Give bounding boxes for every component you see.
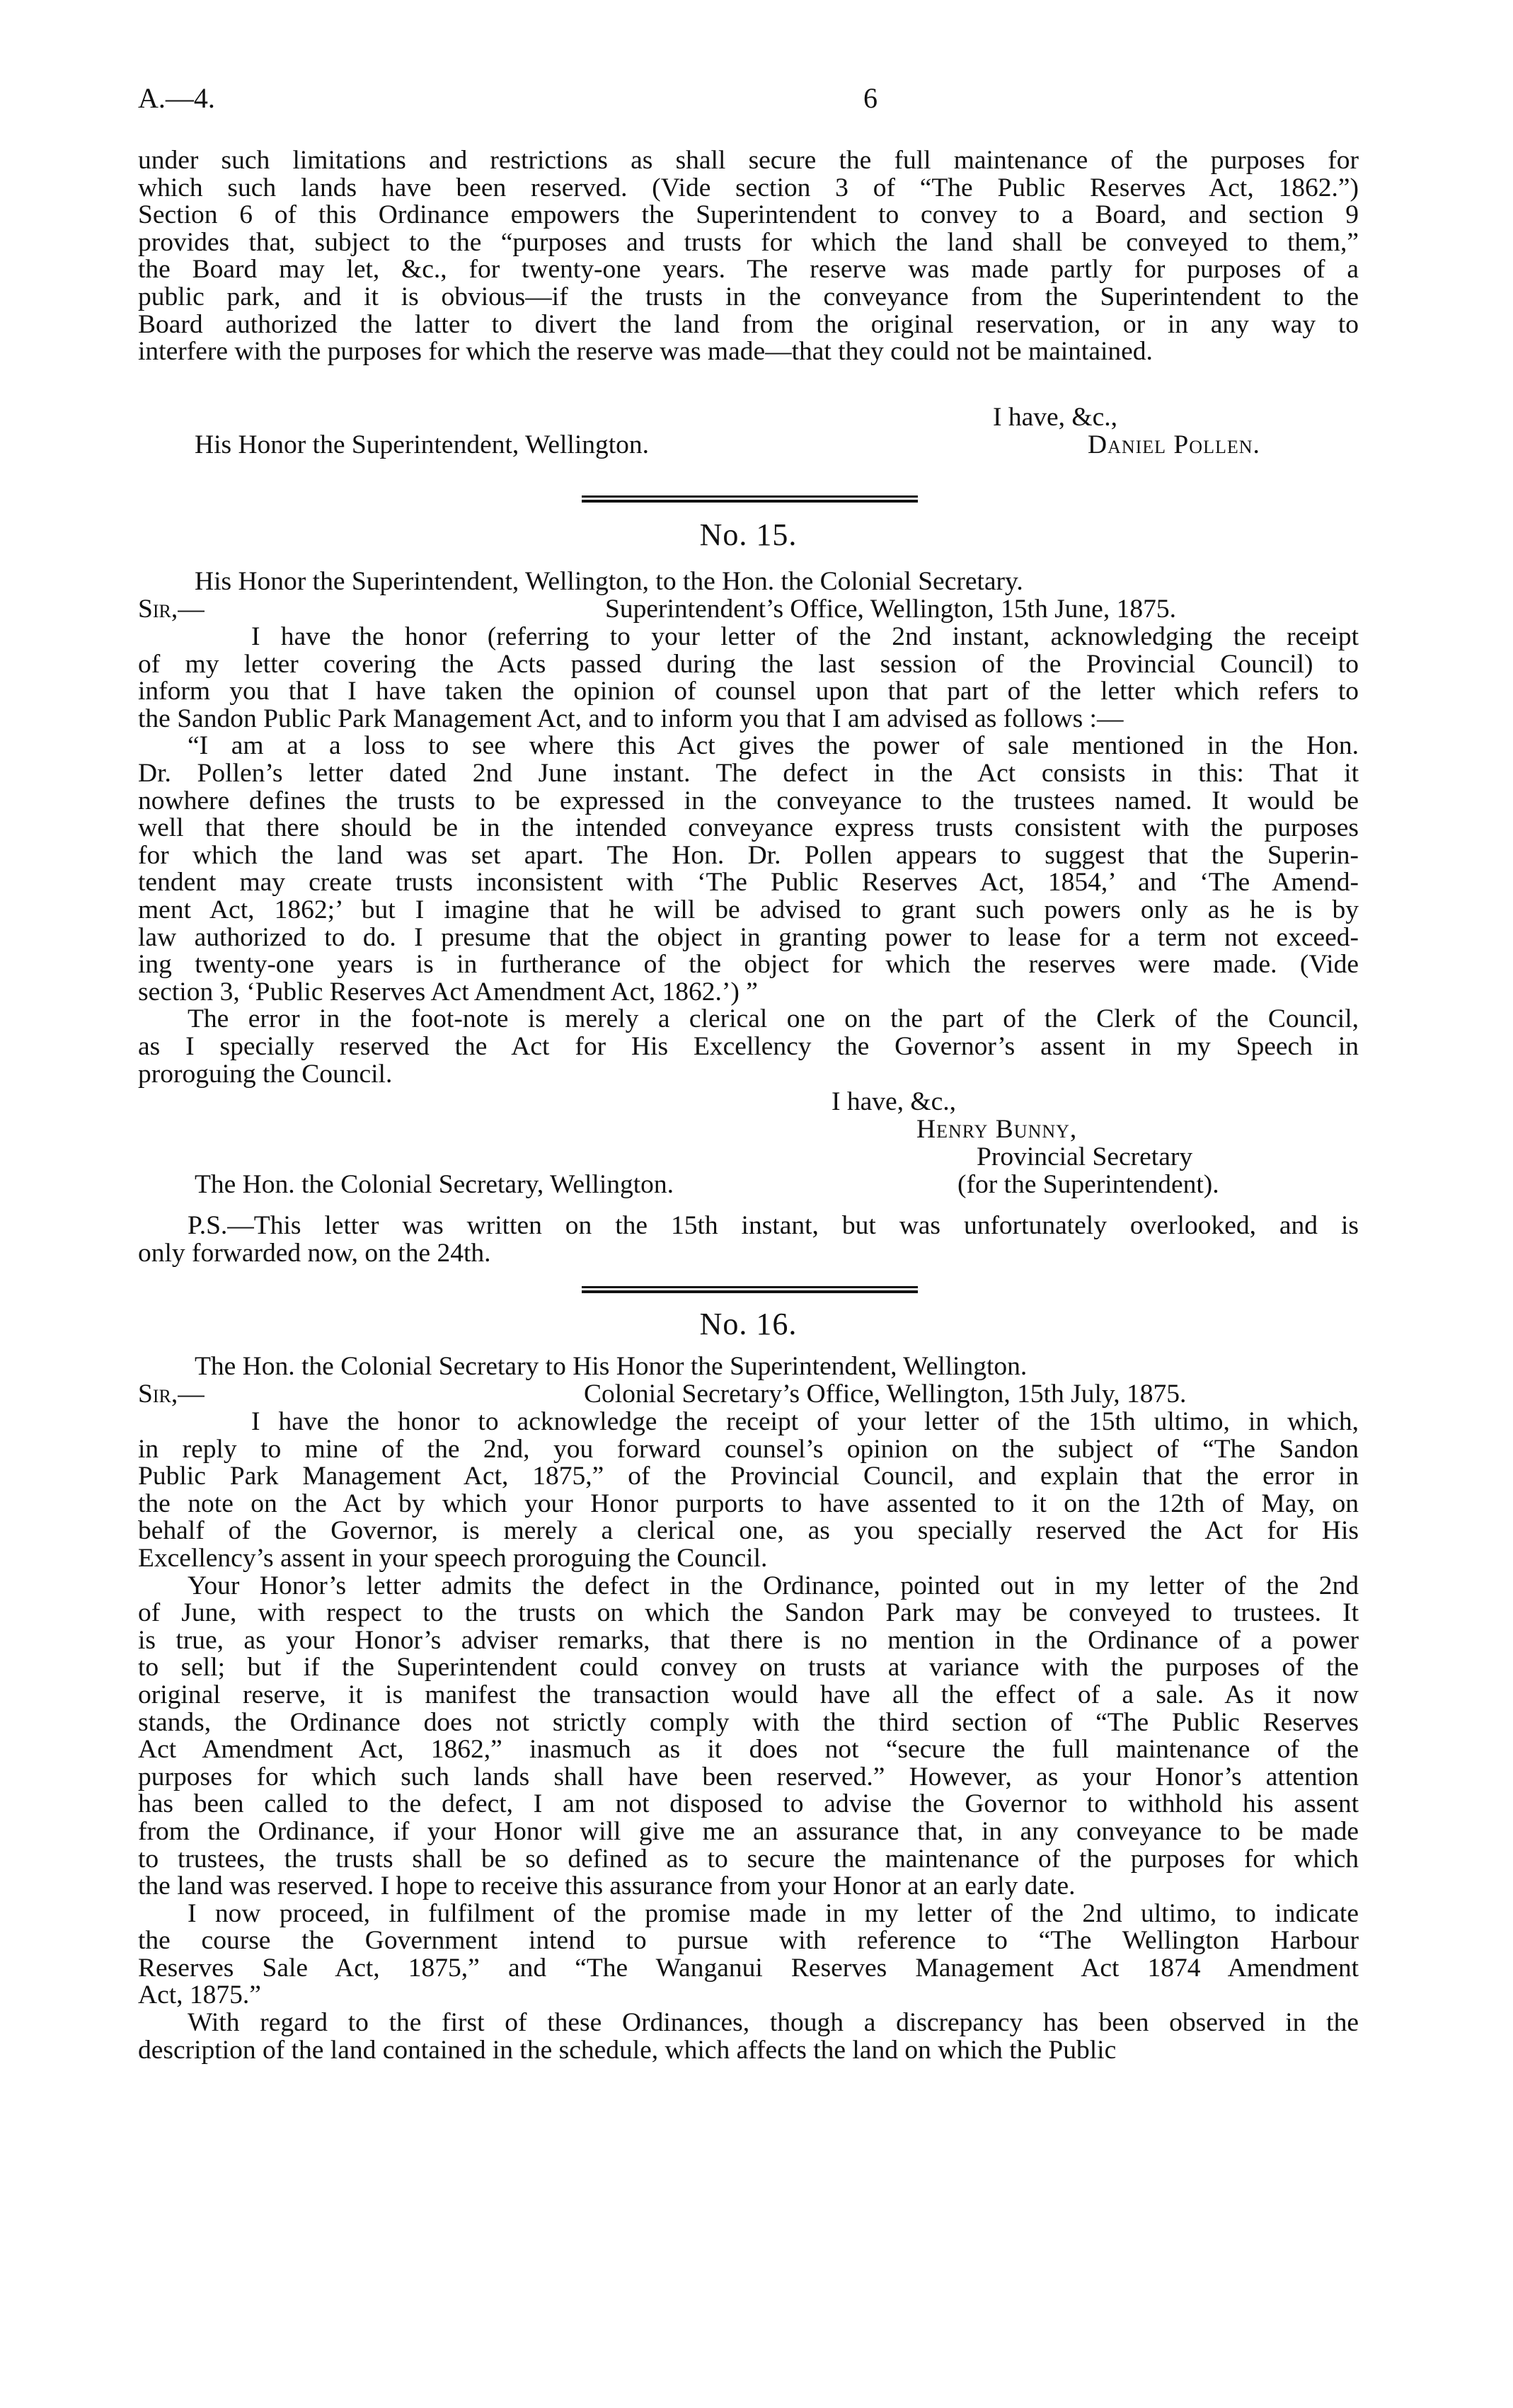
text-line: “I am at a loss to see where this Act gives the power of sale mentioned in the Hon.	[188, 733, 1359, 760]
text-line: nowhere defines the trusts to be expressed in the conveyance to the trustees named. It would be	[138, 787, 1359, 815]
section-divider	[582, 1286, 918, 1293]
text-line: Dr. Pollen’s letter dated 2nd June instant. The defect in the Act consists in this: That it	[138, 759, 1359, 788]
paragraph	[138, 2009, 1359, 2064]
text-line: has been called to the defect, I am not disposed to advise the Governor to withhold his assent	[138, 1791, 1359, 1818]
text-line: under such limitations and restrictions as shall secure the full maintenance of the purposes for	[138, 147, 1359, 175]
text-line: original reserve, it is manifest the transaction would have all the effect of a sale. As it now	[138, 1681, 1359, 1709]
signatory-title-2: (for the Superintendent).	[957, 1170, 1219, 1199]
text-line: Excellency’s assent in your speech proroguing the Council.	[138, 1544, 768, 1573]
text-line: Section 6 of this Ordinance empowers the Superintendent to convey to a Board, and section 9	[138, 202, 1359, 229]
text-line: I have the honor to acknowledge the receipt of your letter of the 15th ultimo, in which,	[251, 1409, 1359, 1436]
text-line: the note on the Act by which your Honor purports to have assented to it on the 12th of May, on	[138, 1490, 1359, 1518]
text-line: stands, the Ordinance does not strictly comply with the third section of “The Public Reserves	[138, 1709, 1359, 1737]
section-divider	[582, 495, 918, 503]
text-line: Reserves Sale Act, 1875,” and “The Wanganui Reserves Management Act 1874 Amendment	[138, 1954, 1359, 1983]
text-line: Public Park Management Act, 1875,” of the Provincial Council, and explain that the error in	[138, 1463, 1359, 1491]
text-line: provides that, subject to the “purposes and trusts for which the land shall be conveyed to them,”	[138, 229, 1359, 257]
text-line: Act, 1875.”	[138, 1982, 261, 2010]
text-line: to trustees, the trusts shall be so defined as to secure the maintenance of the purposes for which	[138, 1845, 1359, 1874]
text-line: ing twenty-one years is in furtherance of the object for which the reserves were made. (Vide	[138, 951, 1359, 979]
letter-heading: No. 16.	[699, 1307, 798, 1341]
page-number: 6	[863, 82, 878, 114]
paragraph	[138, 1409, 1359, 1573]
text-line: behalf of the Governor, is merely a clerical one, as you specially reserved the Act for His	[138, 1518, 1359, 1545]
signature: Henry Bunny,	[916, 1115, 1078, 1144]
text-line: public park, and it is obvious—if the trusts in the conveyance from the Superintendent to the	[138, 283, 1359, 311]
addressee: His Honor the Superintendent, Wellington.	[195, 430, 650, 459]
quoted-opinion	[138, 733, 1359, 1006]
postscript-text	[138, 1212, 1359, 1267]
paragraph	[138, 1573, 1359, 1900]
text-line: proroguing the Council.	[138, 1060, 393, 1089]
office-date: Superintendent’s Office, Wellington, 15th June, 1875.	[605, 595, 1176, 624]
text-line: interfere with the purposes for which the reserve was made—that they could not be maintained.	[138, 338, 1153, 366]
salutation: Sir,—	[138, 595, 205, 624]
text-line: law authorized to do. I presume that the object in granting power to lease for a term not exceed-	[138, 924, 1359, 952]
salutation: Sir,—	[138, 1380, 205, 1409]
text-line: in reply to mine of the 2nd, you forward counsel’s opinion on the subject of “The Sandon	[138, 1435, 1359, 1464]
text-line: The error in the foot-note is merely a clerical one on the part of the Clerk of the Council,	[188, 1006, 1359, 1033]
paragraph	[138, 624, 1359, 733]
text-line: the course the Government intend to pursue with reference to “The Wellington Harbour	[138, 1927, 1359, 1955]
sign-off: I have, &c.,	[832, 1087, 956, 1116]
sign-off: I have, &c.,	[993, 403, 1117, 432]
text-line: only forwarded now, on the 24th.	[138, 1239, 491, 1268]
text-line: I have the honor (referring to your letter of the 2nd instant, acknowledging the receipt	[251, 624, 1359, 651]
continuation-letter	[138, 147, 1359, 366]
continuation-paragraph	[138, 147, 1359, 366]
text-line: P.S.—This letter was written on the 15th instant, but was unfortunately overlooked, and is	[188, 1212, 1359, 1240]
text-line: tendent may create trusts inconsistent with ‘The Public Reserves Act, 1854,’ and ‘The Amend-	[138, 869, 1359, 897]
text-line: section 3, ‘Public Reserves Act Amendment Act, 1862.’) ”	[138, 978, 758, 1007]
text-line: I now proceed, in fulfilment of the promise made in my letter of the 2nd ultimo, to indicate	[188, 1900, 1359, 1928]
office-date: Colonial Secretary’s Office, Wellington, 15th July, 1875.	[584, 1380, 1187, 1409]
page-header	[138, 78, 1359, 113]
postscript	[138, 1212, 1359, 1267]
text-line: ment Act, 1862;’ but I imagine that he will be advised to grant such powers only as he is by	[138, 896, 1359, 924]
text-line: is true, as your Honor’s adviser remarks, that there is no mention in the Ordinance of a power	[138, 1627, 1359, 1655]
text-line: from the Ordinance, if your Honor will give me an assurance that, in any conveyance to be made	[138, 1818, 1359, 1846]
text-line: of my letter covering the Acts passed during the last session of the Provincial Council) to	[138, 650, 1359, 679]
text-line: of June, with respect to the trusts on which the Sandon Park may be conveyed to trustees. It	[138, 1600, 1359, 1627]
paragraph	[138, 1006, 1359, 1088]
text-line: With regard to the first of these Ordinances, though a discrepancy has been observed in the	[188, 2009, 1359, 2037]
text-line: description of the land contained in the schedule, which affects the land on which the Public	[138, 2036, 1117, 2065]
text-line: purposes for which such lands shall have been reserved.” However, as your Honor’s attention	[138, 1763, 1359, 1791]
letter-body	[138, 624, 1359, 1088]
text-line: Your Honor’s letter admits the defect in the Ordinance, pointed out in my letter of the 2nd	[188, 1572, 1359, 1600]
text-line: Board authorized the latter to divert the land from the original reservation, or in any way to	[138, 311, 1359, 339]
text-line: the Sandon Public Park Management Act, and to inform you that I am advised as follows :—	[138, 705, 1124, 733]
text-line: Act Amendment Act, 1862,” inasmuch as it does not “secure the full maintenance of the	[138, 1736, 1359, 1764]
text-line: the Board may let, &c., for twenty-one years. The reserve was made partly for purposes of a	[138, 256, 1359, 284]
signature: Daniel Pollen.	[1088, 430, 1260, 459]
text-line: inform you that I have taken the opinion of counsel upon that part of the letter which refers to	[138, 678, 1359, 706]
letter-heading: No. 15.	[699, 517, 798, 552]
text-line: well that there should be in the intended conveyance express trusts consistent with the purposes	[138, 815, 1359, 842]
letter-subtitle: His Honor the Superintendent, Wellington, to the Hon. the Colonial Secretary.	[195, 567, 1023, 596]
addressee: The Hon. the Colonial Secretary, Wellington.	[195, 1170, 674, 1199]
text-line: to sell; but if the Superintendent could convey on trusts at variance with the purposes of the	[138, 1654, 1359, 1682]
text-line: as I specially reserved the Act for His Excellency the Governor’s assent in my Speech in	[138, 1033, 1359, 1061]
letter-body	[138, 1409, 1359, 2064]
text-line: which such lands have been reserved. (Vide section 3 of “The Public Reserves Act, 1862.”)	[138, 174, 1359, 202]
signatory-title: Provincial Secretary	[977, 1142, 1193, 1171]
text-line: for which the land was set apart. The Hon. Dr. Pollen appears to suggest that the Superin-	[138, 842, 1359, 870]
letter-subtitle: The Hon. the Colonial Secretary to His Honor the Superintendent, Wellington.	[195, 1352, 1028, 1381]
paragraph	[138, 1900, 1359, 2009]
text-line: the land was reserved. I hope to receive this assurance from your Honor at an early date.	[138, 1873, 1076, 1900]
document-code: A.—4.	[138, 82, 215, 114]
